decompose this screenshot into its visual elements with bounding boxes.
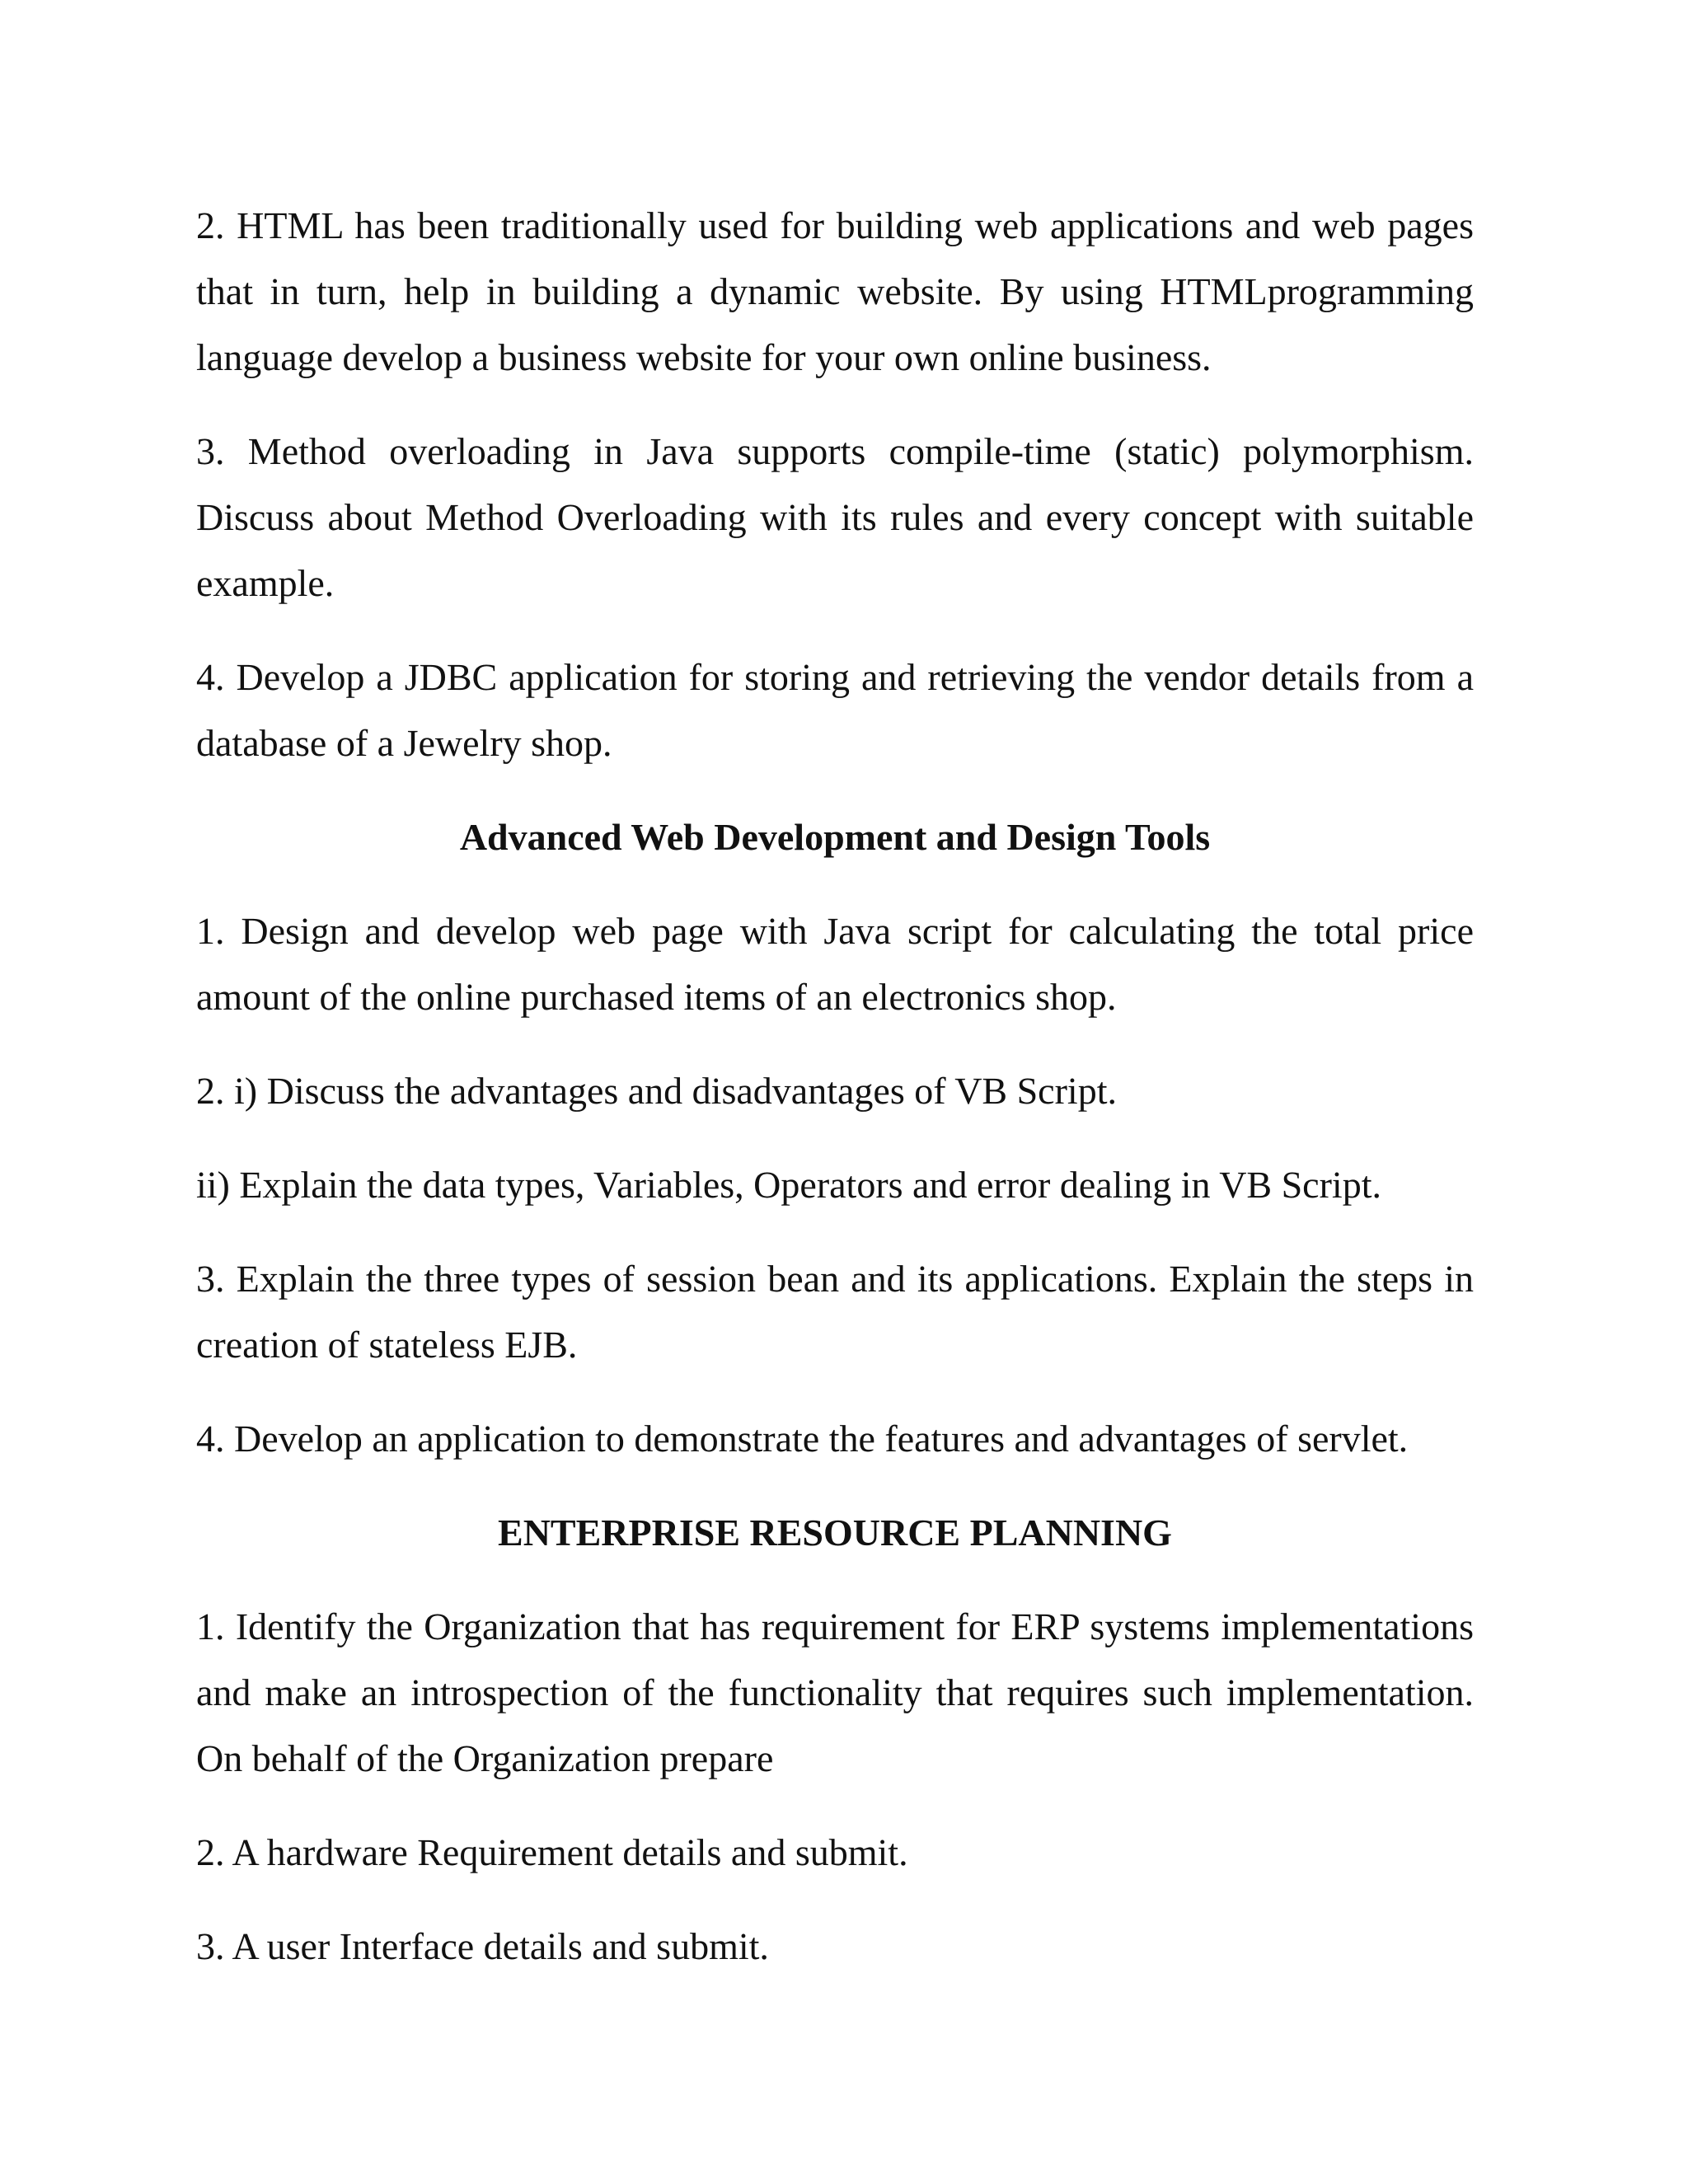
section-heading-erp: ENTERPRISE RESOURCE PLANNING [498, 1511, 1172, 1554]
question-html-website: 2. HTML has been traditionally used for building web applications and web pages that in turn, help in building a dynamic website. By using HTMLprogramming language develop a business website for your own online business. [196, 204, 1474, 378]
question-vbscript-datatypes: ii) Explain the data types, Variables, Operators and error dealing in VB Script. [196, 1164, 1381, 1206]
question-method-overloading: 3. Method overloading in Java supports compile-time (static) polymorphism. Discuss about Method Overloading with its rules and every concept with suitable example. [196, 430, 1474, 604]
question-hardware-requirement: 2. A hardware Requirement details and submit. [196, 1831, 908, 1873]
document-page [196, 193, 1474, 2008]
section-heading-advanced-web: Advanced Web Development and Design Tools [459, 816, 1211, 858]
question-jdbc-application: 4. Develop a JDBC application for storing and retrieving the vendor details from a database of a Jewelry shop. [196, 656, 1474, 764]
question-erp-organization: 1. Identify the Organization that has requirement for ERP systems implementations and make an introspection of the functionality that requires such implementation. On behalf of the Organization prepare [196, 1605, 1474, 1779]
question-session-bean: 3. Explain the three types of session bean and its applications. Explain the steps in creation of stateless EJB. [196, 1258, 1474, 1366]
question-vbscript-advantages: 2. i) Discuss the advantages and disadvantages of VB Script. [196, 1070, 1117, 1112]
question-servlet: 4. Develop an application to demonstrate the features and advantages of servlet. [196, 1418, 1409, 1460]
question-javascript-price: 1. Design and develop web page with Java script for calculating the total price amount of the online purchased items of an electronics shop. [196, 910, 1474, 1018]
question-user-interface: 3. A user Interface details and submit. [196, 1925, 769, 1967]
